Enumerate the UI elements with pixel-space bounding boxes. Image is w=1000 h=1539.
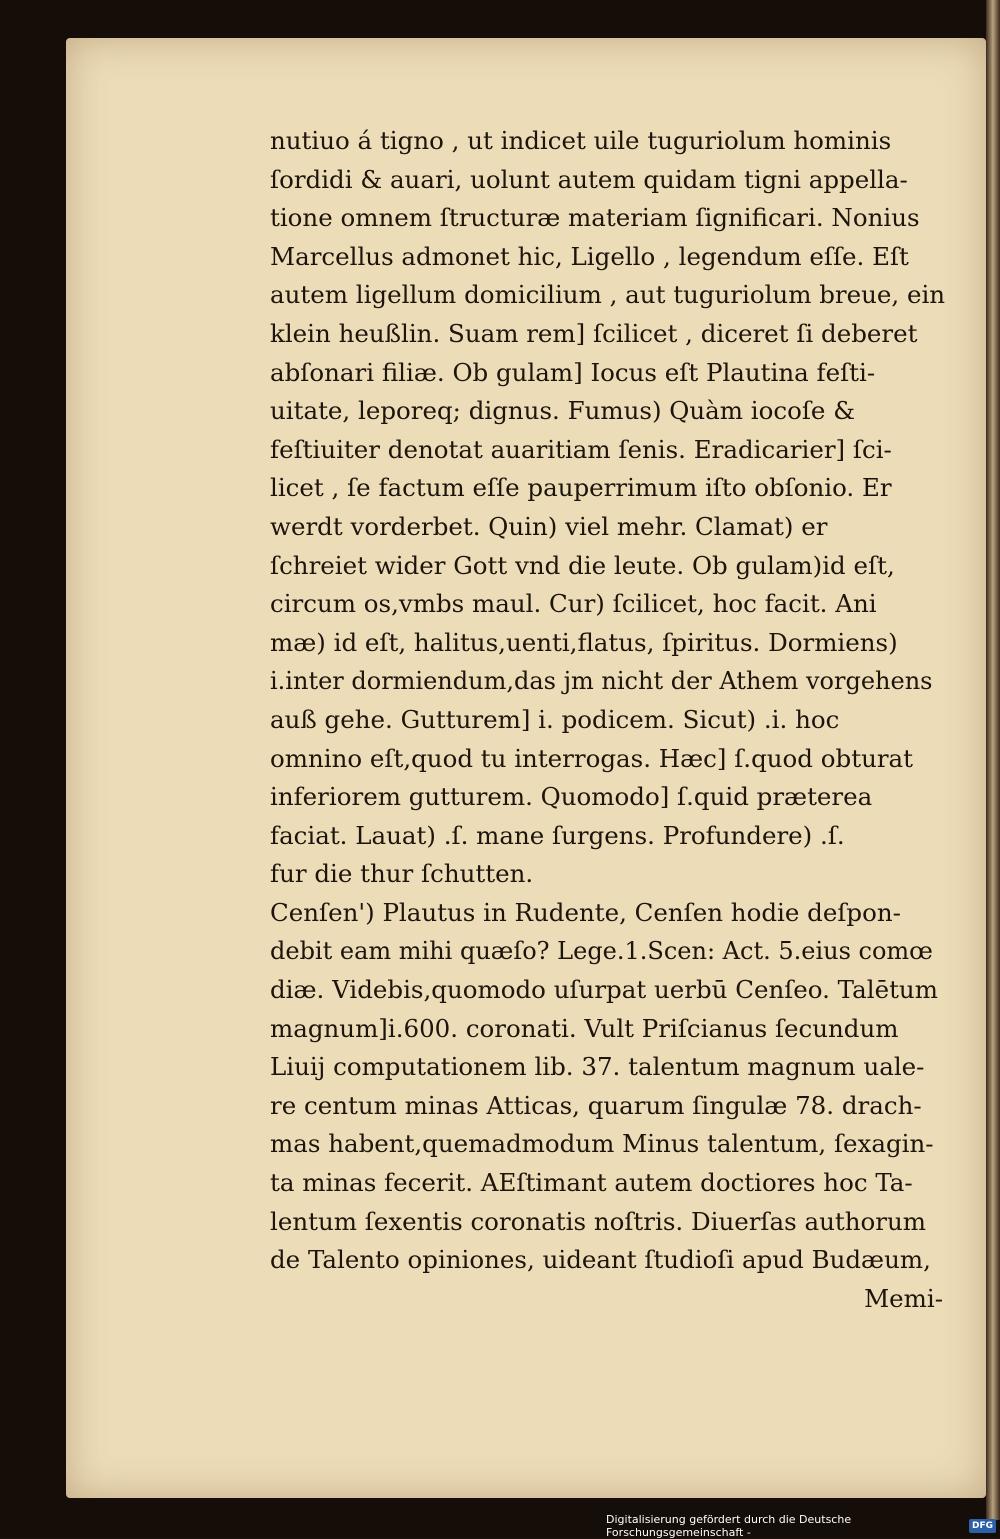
page-text [270, 122, 945, 1318]
dfg-logo-icon: DFG [969, 1519, 996, 1533]
text-line: Cenſen') Plautus in Rudente, Cenſen hodie deſpon- [270, 897, 901, 927]
text-line: feſtiuiter denotat auaritiam ſenis. Eradicarier] ſci- [270, 434, 892, 464]
text-line: fur die thur ſchutten. [270, 859, 534, 889]
text-line: uitate, leporeq; dignus. Fumus) Quàm iocoſe & [270, 396, 856, 426]
text-line: circum os,vmbs maul. Cur) ſcilicet, hoc facit. Ani [270, 589, 877, 619]
text-line: Marcellus admonet hic, Ligello , legendum eſſe. Eſt [270, 241, 909, 271]
text-line: i.inter dormiendum,das jm nicht der Athem vorgehens [270, 667, 933, 696]
text-line: abſonari filiæ. Ob gulam] Iocus eſt Plautina feſti- [270, 357, 876, 387]
text-line: licet , ſe factum eſſe pauperrimum iſto obſonio. Er [270, 473, 892, 503]
text-line: ſchreiet wider Gott vnd die leute. Ob gulam)id eſt, [270, 550, 895, 580]
text-line: nutiuo á tigno , ut indicet uile tuguriolum hominis [270, 126, 892, 155]
digitization-footer [606, 1513, 996, 1539]
text-line: inferiorem gutturem. Quomodo] ſ.quid præterea [270, 782, 873, 812]
text-line: magnum]i.600. coronati. Vult Priſcianus ſecundum [270, 1013, 899, 1043]
text-line: tione omnem ſtructuræ materiam ſignificari. Nonius [270, 203, 920, 233]
text-line: auß gehe. Gutturem] i. podicem. Sicut) .i. hoc [270, 704, 840, 734]
text-line: Liuij computationem lib. 37. talentum magnum uale- [270, 1052, 925, 1082]
text-line: mas habent,quemadmodum Minus talentum, ſexagin- [270, 1129, 934, 1159]
text-line: faciat. Lauat) .ſ. mane ſurgens. Profundere) .ſ. [270, 820, 845, 850]
text-line: omnino eſt,quod tu interrogas. Hæc] ſ.quod obturat [270, 743, 914, 773]
text-line: lentum ſexentis coronatis noſtris. Diuerſas authorum [270, 1206, 926, 1236]
text-line: autem ligellum domicilium , aut tuguriolum breue, ein [270, 280, 946, 310]
text-line: diæ. Videbis,quomodo uſurpat uerbū Cenſeo. Talētum [270, 975, 938, 1005]
text-line: werdt vorderbet. Quin) viel mehr. Clamat) er [270, 511, 828, 541]
text-line: ta minas fecerit. AEſtimant autem doctiores hoc Ta- [270, 1168, 913, 1198]
footer-credit: Digitalisierung gefördert durch die Deutsche Forschungsgemeinschaft - [606, 1513, 852, 1539]
text-line: ſordidi & auari, uolunt autem quidam tigni appella- [270, 164, 908, 194]
text-line: mæ) id eſt, halitus,uenti,flatus, ſpiritus. Dormiens) [270, 627, 898, 657]
book-edge [986, 0, 1000, 1520]
catchword: Memi- [864, 1283, 943, 1313]
text-line: de Talento opiniones, uideant ſtudioſi apud Budæum, [270, 1245, 931, 1275]
text-line: klein heußlin. Suam rem] ſcilicet , diceret ſi deberet [270, 318, 918, 348]
text-line: debit eam mihi quæſo? Lege.1.Scen: Act. 5.eius comœ [270, 937, 933, 966]
text-line: re centum minas Atticas, quarum ſingulæ 78. drach- [270, 1090, 922, 1120]
